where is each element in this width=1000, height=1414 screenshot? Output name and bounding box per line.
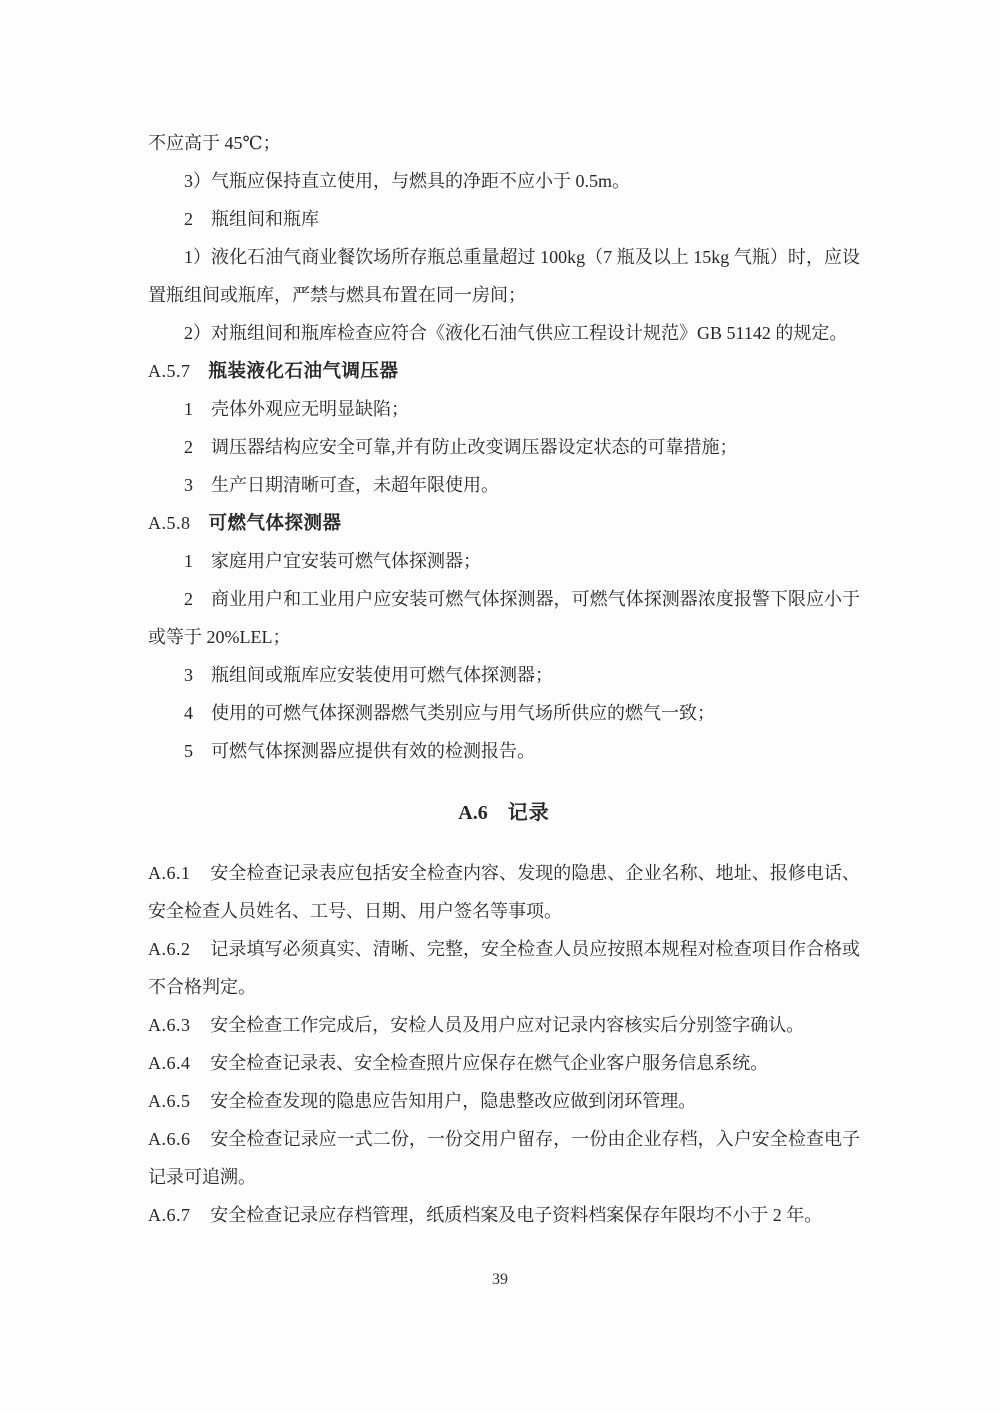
paragraph bbox=[148, 124, 860, 162]
clause-label: 2 bbox=[184, 209, 193, 229]
sub-item-paragraph bbox=[148, 162, 860, 200]
clause-paragraph bbox=[148, 1082, 860, 1120]
clause-heading bbox=[148, 504, 860, 542]
paragraph-text: 不应高于 45℃； bbox=[148, 133, 281, 153]
paragraph-text: 记录填写必须真实、清晰、完整，安全检查人员应按照本规程对检查项目作合格或不合格判定。 bbox=[148, 939, 860, 997]
clause-label: 3 bbox=[184, 475, 193, 495]
paragraph-text: 瓶装液化石油气调压器 bbox=[208, 360, 399, 381]
sub-item-paragraph bbox=[148, 314, 860, 352]
paragraph-text: 安全检查记录应存档管理，纸质档案及电子资料档案保存年限均不小于 2 年。 bbox=[210, 1205, 823, 1225]
paragraph-text: 瓶组间和瓶库 bbox=[211, 209, 319, 229]
section-heading bbox=[148, 794, 860, 832]
numbered-item bbox=[148, 390, 860, 428]
clause-label: A.6.4 bbox=[148, 1053, 191, 1073]
numbered-item bbox=[148, 200, 860, 238]
numbered-item bbox=[148, 694, 860, 732]
sub-item-paragraph bbox=[148, 238, 860, 314]
paragraph-text: 1）液化石油气商业餐饮场所存瓶总重量超过 100kg（7 瓶及以上 15kg 气瓶）时，应设置瓶组间或瓶库，严禁与燃具布置在同一房间； bbox=[148, 247, 860, 305]
paragraph-text: 使用的可燃气体探测器燃气类别应与用气场所供应的燃气一致； bbox=[211, 703, 715, 723]
paragraph-text: 家庭用户宜安装可燃气体探测器； bbox=[211, 551, 481, 571]
paragraph-text: 安全检查工作完成后，安检人员及用户应对记录内容核实后分别签字确认。 bbox=[210, 1015, 805, 1035]
paragraph-text: 安全检查发现的隐患应告知用户，隐患整改应做到闭环管理。 bbox=[210, 1091, 697, 1111]
paragraph-text: 安全检查记录表应包括安全检查内容、发现的隐患、企业名称、地址、报修电话、安全检查人员姓名、工号、日期、用户签名等事项。 bbox=[148, 863, 860, 921]
paragraph-text: 3）气瓶应保持直立使用，与燃具的净距不应小于 0.5m。 bbox=[184, 171, 630, 191]
clause-label: 4 bbox=[184, 703, 193, 723]
clause-label: 1 bbox=[184, 399, 193, 419]
paragraph-text: 安全检查记录表、安全检查照片应保存在燃气企业客户服务信息系统。 bbox=[210, 1053, 769, 1073]
clause-label: 5 bbox=[184, 741, 193, 761]
clause-label: A.6.3 bbox=[148, 1015, 191, 1035]
paragraph-text: 调压器结构应安全可靠,并有防止改变调压器设定状态的可靠措施； bbox=[211, 437, 738, 457]
numbered-item bbox=[148, 428, 860, 466]
clause-label: A.6.5 bbox=[148, 1091, 191, 1111]
clause-label: A.6.2 bbox=[148, 939, 191, 959]
clause-label: 1 bbox=[184, 551, 193, 571]
paragraph-text: 安全检查记录应一式二份，一份交用户留存，一份由企业存档，入户安全检查电子记录可追溯。 bbox=[148, 1129, 860, 1187]
paragraph-text: 瓶组间或瓶库应安装使用可燃气体探测器； bbox=[211, 665, 553, 685]
clause-label: 2 bbox=[184, 437, 193, 457]
clause-label: A.6.7 bbox=[148, 1205, 191, 1225]
paragraph-text: 可燃气体探测器应提供有效的检测报告。 bbox=[211, 741, 535, 761]
clause-label: A.6.1 bbox=[148, 863, 191, 883]
clause-label: A.5.7 bbox=[148, 361, 191, 381]
paragraph-text: 2）对瓶组间和瓶库检查应符合《液化石油气供应工程设计规范》GB 51142 的规定。 bbox=[184, 323, 848, 343]
numbered-item bbox=[148, 542, 860, 580]
clause-paragraph bbox=[148, 854, 860, 930]
numbered-item bbox=[148, 732, 860, 770]
clause-paragraph bbox=[148, 1196, 860, 1234]
clause-paragraph bbox=[148, 930, 860, 1006]
paragraph-text: 可燃气体探测器 bbox=[208, 512, 342, 533]
paragraph-text: 商业用户和工业用户应安装可燃气体探测器，可燃气体探测器浓度报警下限应小于或等于 20%LEL； bbox=[148, 589, 860, 647]
numbered-item bbox=[148, 656, 860, 694]
numbered-item bbox=[148, 466, 860, 504]
page-number: 39 bbox=[492, 1271, 508, 1288]
clause-label: A.5.8 bbox=[148, 513, 191, 533]
paragraph-text: 生产日期清晰可查，未超年限使用。 bbox=[211, 475, 499, 495]
clause-label: A.6 bbox=[458, 802, 488, 824]
clause-paragraph bbox=[148, 1120, 860, 1196]
paragraph-text: 记录 bbox=[507, 802, 550, 824]
clause-label: A.6.6 bbox=[148, 1129, 191, 1149]
clause-label: 3 bbox=[184, 665, 193, 685]
paragraph-text: 壳体外观应无明显缺陷； bbox=[211, 399, 409, 419]
clause-heading bbox=[148, 352, 860, 390]
clause-label: 2 bbox=[184, 589, 193, 609]
document-body bbox=[148, 124, 860, 1234]
clause-paragraph bbox=[148, 1006, 860, 1044]
clause-paragraph bbox=[148, 1044, 860, 1082]
numbered-item bbox=[148, 580, 860, 656]
